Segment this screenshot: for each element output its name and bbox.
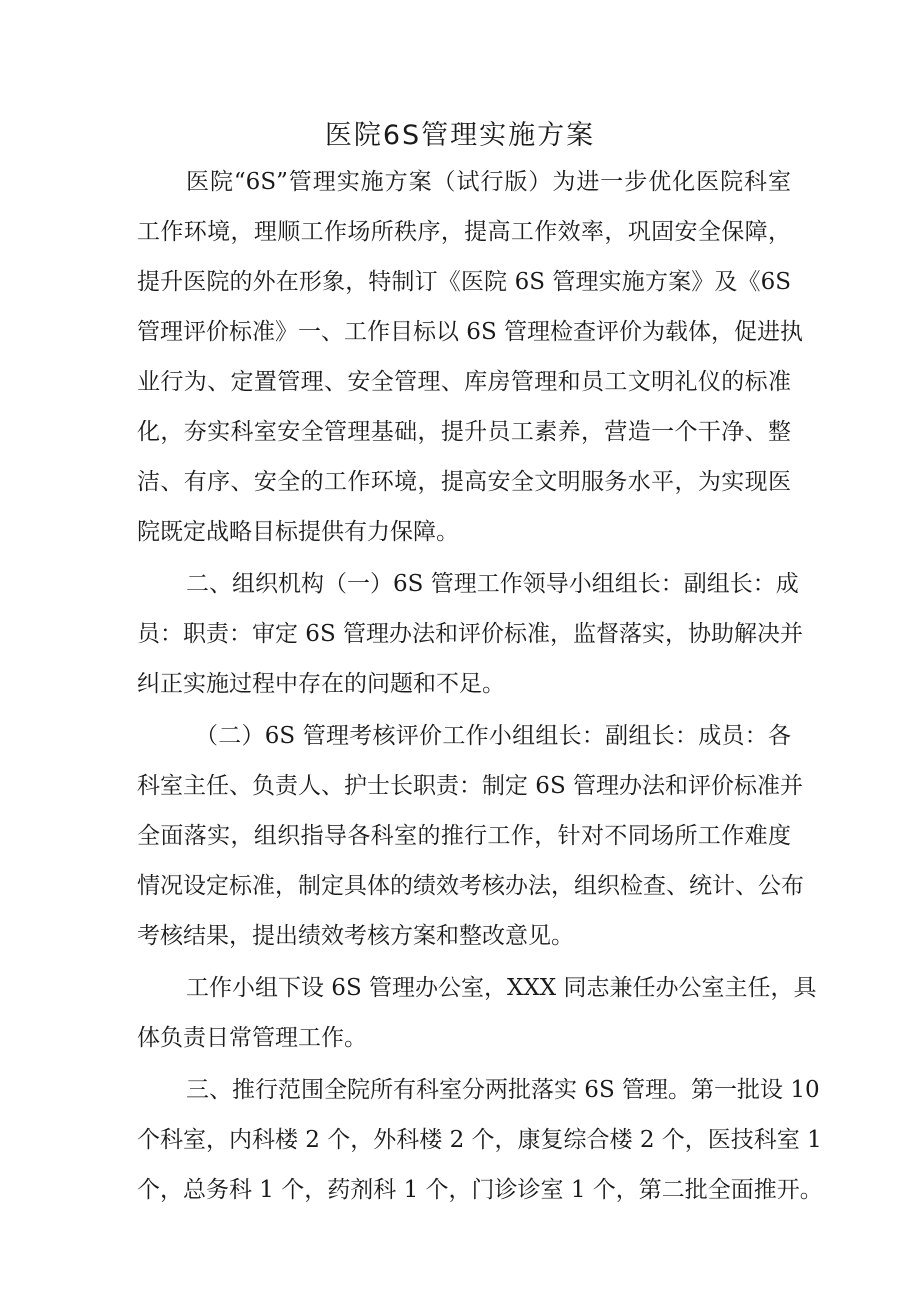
paragraph-line: 全面落实，组织指导各科室的推行工作，针对不同场所工作难度: [137, 823, 791, 849]
paragraph-line: 二、组织机构（一）6S 管理工作领导小组组长：副组长：成: [186, 571, 799, 597]
paragraph-line: 个，总务科 1 个，药剂科 1 个，门诊诊室 1 个，第二批全面推开。: [137, 1177, 823, 1203]
paragraph-line: 科室主任、负责人、护士长职责：制定 6S 管理办法和评价标准并: [137, 773, 804, 799]
paragraph-line: 医院“6S”管理实施方案（试行版）为进一步优化医院科室: [186, 169, 791, 195]
paragraph-line: 纠正实施过程中存在的问题和不足。: [137, 671, 505, 697]
paragraph-line: 洁、有序、安全的工作环境，提高安全文明服务水平，为实现医: [137, 469, 791, 495]
paragraph-line: 员：职责：审定 6S 管理办法和评价标准，监督落实，协助解决并: [137, 621, 804, 647]
paragraph-line: 工作小组下设 6S 管理办公室，XXX 同志兼任办公室主任，具: [186, 975, 817, 1001]
paragraph-line: （二）6S 管理考核评价工作小组组长：副组长：成员：各: [195, 723, 791, 749]
paragraph-line: 提升医院的外在形象，特制订《医院 6S 管理实施方案》及《6S: [137, 269, 791, 295]
document-title: 医院6S管理实施方案: [324, 120, 596, 151]
paragraph-line: 情况设定标准，制定具体的绩效考核办法，组织检查、统计、公布: [137, 873, 804, 899]
paragraph-line: 三、推行范围全院所有科室分两批落实 6S 管理。第一批设 10: [186, 1077, 820, 1103]
paragraph-line: 体负责日常管理工作。: [137, 1025, 367, 1051]
paragraph-line: 个科室，内科楼 2 个，外科楼 2 个，康复综合楼 2 个，医技科室 1: [137, 1127, 822, 1153]
paragraph-line: 工作环境，理顺工作场所秩序，提高工作效率，巩固安全保障，: [137, 219, 791, 245]
paragraph-line: 业行为、定置管理、安全管理、库房管理和员工文明礼仪的标准: [137, 369, 791, 395]
paragraph-line: 院既定战略目标提供有力保障。: [137, 519, 459, 545]
paragraph-line: 考核结果，提出绩效考核方案和整改意见。: [137, 923, 574, 949]
paragraph-line: 管理评价标准》一、工作目标以 6S 管理检查评价为载体，促进执: [137, 319, 804, 345]
paragraph-line: 化，夯实科室安全管理基础，提升员工素养，营造一个干净、整: [137, 419, 791, 445]
